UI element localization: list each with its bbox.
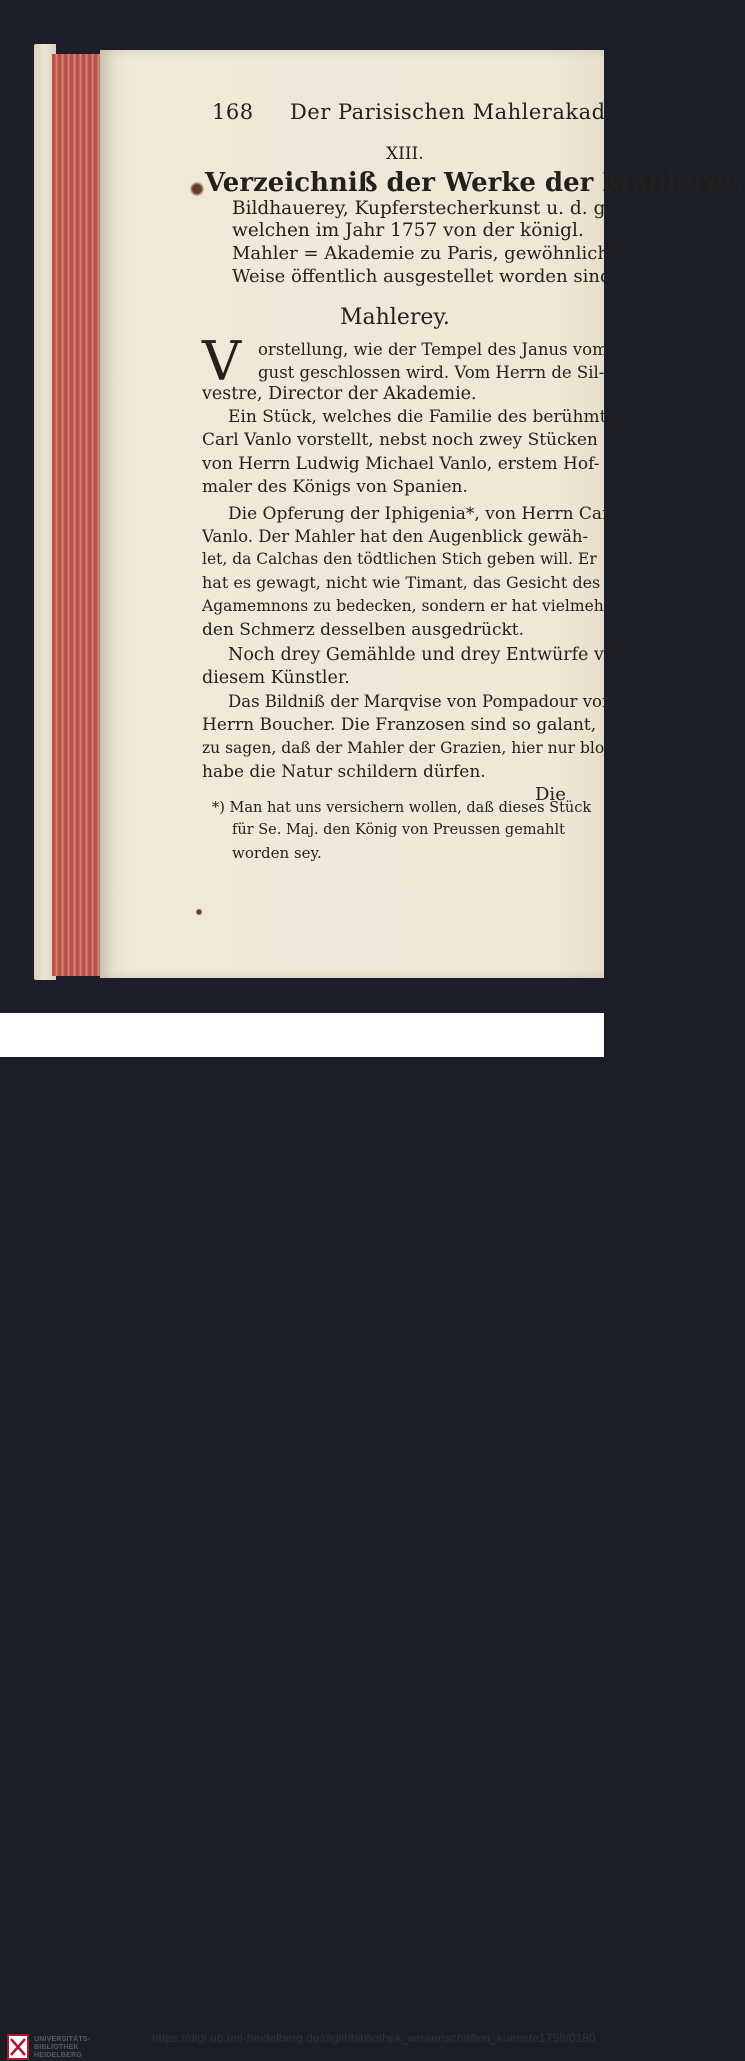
library-name-line-2: BIBLIOTHEK [34,2044,79,2051]
body-line-16: Das Bildniß der Marqvise von Pompadour von [228,692,613,711]
subheading-mahlerey: Mahlerey. [340,305,450,330]
title-line-1: Verzeichniß der Werke der Mahlerey, [205,168,745,198]
body-line-17: Herrn Boucher. Die Franzosen sind so galant, [202,715,597,735]
running-head: Der Parisischen Mahlerakad. [289,100,613,124]
page-number: 168 [212,100,254,124]
catchword: Die [535,784,566,805]
footnote-line-1: *) Man hat uns versichern wollen, daß dieses Stück [212,800,592,816]
body-line-10: let, da Calchas den tödtlichen Stich geben will. Er [202,550,597,568]
body-line-14: Noch drey Gemählde und drey Entwürfe von [228,645,626,665]
ink-speck [196,908,202,916]
scan-background [0,0,745,1013]
library-name-line-1: UNIVERSITÄTS- [34,2036,91,2043]
red-page-edges [52,54,104,976]
footnote-line-2: für Se. Maj. den König von Preussen gemahlt [232,822,565,838]
body-line-8: Die Opferung der Iphigenia*, von Herrn Carl [228,504,616,524]
body-line-6: von Herrn Ludwig Michael Vanlo, erstem Hof- [202,454,600,474]
footer-bar [0,1013,604,2059]
library-name [34,2036,90,2060]
body-line-4: Ein Stück, welches die Familie des berühmten [228,407,628,427]
body-line-9: Vanlo. Der Mahler hat den Augenblick gewäh- [202,527,589,546]
body-line-15: diesem Künstler. [202,668,350,688]
page-header [212,100,613,124]
body-line-18: zu sagen, daß der Mahler der Grazien, hier nur bloß [202,739,615,757]
body-line-7: maler des Königs von Spanien. [202,477,468,497]
body-line-5: Carl Vanlo vorstellt, nebst noch zwey Stücken [202,430,598,450]
body-line-2: gust geschlossen wird. Vom Herrn de Sil- [258,363,605,382]
ink-stain [190,181,204,197]
drop-cap: V [202,330,241,393]
title-line-2: Bildhauerey, Kupferstecherkunst u. d. g. [232,198,612,219]
body-line-13: den Schmerz desselben ausgedrückt. [202,620,525,640]
body-line-12: Agamemnons zu bedecken, sondern er hat vielmehr [202,597,612,615]
section-number: XIII. [386,144,424,164]
body-line-19: habe die Natur schildern dürfen. [202,762,486,782]
university-library-logo[interactable] [7,2033,29,2061]
title-line-5: Weise öffentlich ausgestellet worden sind. [232,266,618,287]
body-line-1: orstellung, wie der Tempel des Janus vom Au- [258,340,642,359]
library-name-line-3: HEIDELBERG [34,2052,82,2059]
body-line-11: hat es gewagt, nicht wie Timant, das Gesicht des [202,573,601,592]
title-line-3: welchen im Jahr 1757 von der königl. [232,220,584,241]
footnote-line-3: worden sey. [232,844,322,862]
document-url-link[interactable]: https://digi.ub.uni-heidelberg.de/diglit/bibliothek_wissenschaften_kuenste1758/0180 [152,2031,596,2045]
title-line-4: Mahler = Akademie zu Paris, gewöhnlicher [232,243,629,264]
body-line-3: vestre, Director der Akademie. [202,384,477,404]
